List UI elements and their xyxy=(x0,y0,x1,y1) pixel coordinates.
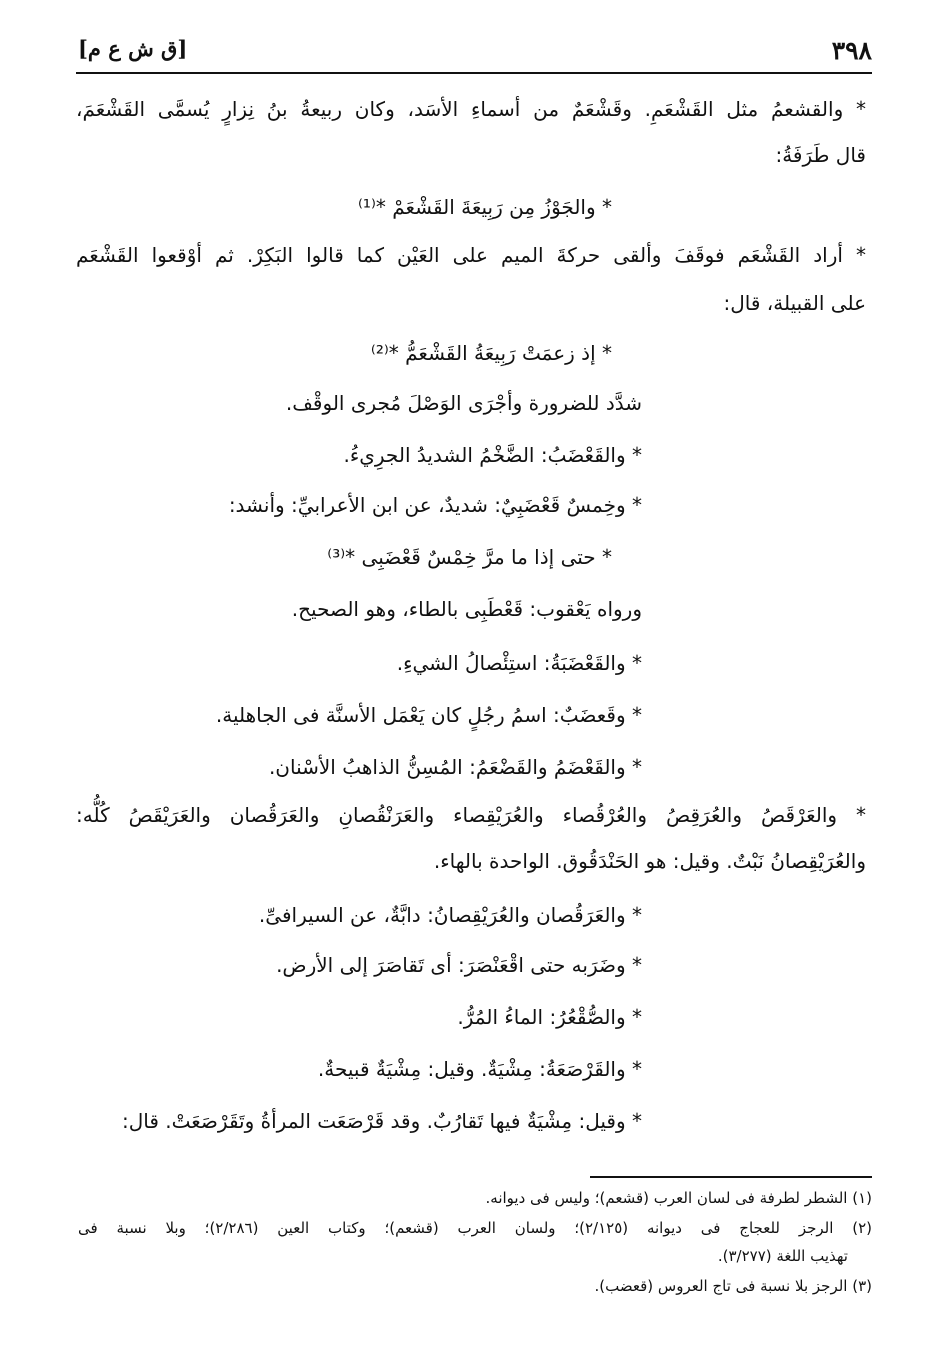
verse-line: * حتى إذا ما مرَّ خِمْسٌ قَعْضَبِى *⁽³⁾ xyxy=(327,545,612,569)
text-line: والعُرَيْقِصانُ نَبْتٌ. وقيل: هو الحَنْدَقُوق. الواحدة بالهاء. xyxy=(433,849,866,873)
text-line: * والقَعْضَمُ والقَضْعَمُ: المُسِنُّ الذاهبُ الأسْنان. xyxy=(268,755,642,779)
footnote: (٣) الرجز بلا نسبة فى تاج العروس (قعضب). xyxy=(594,1277,872,1295)
verse-line: * والجَوْزُ مِن رَبِيعَةَ القَشْعَمْ *⁽¹⁾ xyxy=(358,195,612,219)
footnote-continuation: تهذيب اللغة (٣/٢٧٧). xyxy=(717,1247,848,1265)
footnote: (٢) الرجز للعجاج فى ديوانه (٢/١٢٥)؛ ولسان العرب (قشعم)؛ وكتاب العين (٢/٢٨٦)؛ وبلا نسبة فى xyxy=(78,1219,872,1237)
page-number: ٣٩٨ xyxy=(831,36,872,65)
text-line: قال طَرَفَةُ: xyxy=(775,143,866,167)
text-line: على القبيلة، قال: xyxy=(723,291,866,315)
text-line: * وقَعضَبٌ: اسمُ رجُلٍ كان يَعْمَل الأسنَّة فى الجاهلية. xyxy=(215,703,642,727)
text-line: * وضَرَبه حتى اقْعَنْصَرَ: أى تَقاصَرَ إلى الأرض. xyxy=(276,953,642,977)
text-line: * والقَرْصَعَةُ: مِشْيَةٌ. وقيل: مِشْيَةٌ قبيحةٌ. xyxy=(317,1057,642,1081)
text-line: ورواه يَعْقوب: قَعْطَبِى بالطاء، وهو الصحيح. xyxy=(291,597,642,621)
text-line: شدَّد للضرورة وأجْرَى الوَصْلَ مُجرى الوقْف. xyxy=(285,391,642,415)
page-header xyxy=(78,32,872,68)
text-line: * والصُّقْعُرُ: الماءُ المُرُّ. xyxy=(457,1005,642,1029)
text-line: * والقشعمُ مثل القَشْعَمِ. وقَشْعَمٌ من أسماءِ الأسَد، وكان ربيعةُ بنُ نِزارٍ يُسمَّى القَشْعَمَ، xyxy=(76,97,866,121)
footnote-rule xyxy=(590,1176,872,1178)
verse-line: * إذ زعمَتْ رَبِيعَةُ القَشْعَمُّ *⁽²⁾ xyxy=(370,341,612,365)
text-line: * وقيل: مِشْيَةٌ فيها تَقارُبٌ. وقد قَرْصَعَت المرأةُ وتَقَرْصَعَتْ. قال: xyxy=(122,1109,642,1133)
footnote: (١) الشطر لطرفة فى لسان العرب (قشعم)؛ وليس فى ديوانه. xyxy=(485,1189,872,1207)
text-line: * والعَرْقَصُ والعُرَقِصُ والعُرْقُصاء والعُرَيْقِصاء والعَرَنْقُصانِ والعَرَقُصان والعَرَيْقَصُ كُلُّه: xyxy=(76,803,866,827)
text-line: * أراد القَشْعَم فوقَفَ وألقى حركةَ الميم على العَيْن كما قالوا البَكِرْ. ثم أوْقعوا القَشْعَم xyxy=(76,243,866,267)
text-line: * والعَرَقُصان والعُرَيْقِصانُ: دابَّةٌ، عن السيرافىِّ. xyxy=(258,903,642,927)
text-line: * والقَعْضَبُ: الضَّخْمُ الشديدُ الجرِيءُ. xyxy=(343,443,642,467)
root-heading: [ق ش ع م] xyxy=(78,36,188,61)
text-line: * والقَعْضَبَةُ: استِئْصالُ الشيءِ. xyxy=(396,651,642,675)
header-rule xyxy=(76,72,872,74)
text-line: * وخِمسٌ قَعْضَبِيٌ: شديدٌ، عن ابن الأعرابيِّ: وأنشد: xyxy=(228,493,642,517)
